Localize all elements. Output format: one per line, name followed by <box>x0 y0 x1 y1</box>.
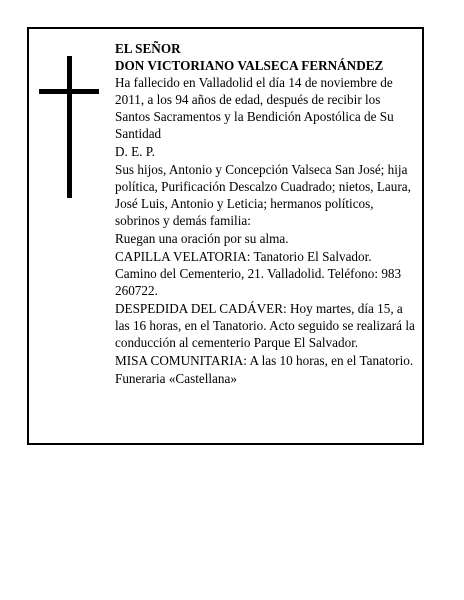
chapel-info: CAPILLA VELATORIA: Tanatorio El Salvador. Camino del Cementerio, 21. Valladolid. Teléfono: 983 260722. <box>115 249 402 298</box>
cross-horizontal-bar <box>39 89 99 94</box>
obituary-notice <box>27 27 424 445</box>
prayer-request: Ruegan una oración por su alma. <box>115 231 289 246</box>
header-title: EL SEÑOR <box>115 41 181 56</box>
rip-line: D. E. P. <box>115 144 155 159</box>
death-announcement: Ha fallecido en Valladolid el día 14 de noviembre de 2011, a los 94 años de edad, después de recibir los Santos Sacramentos y la Bendición Apostólica de Su Santidad <box>115 75 394 141</box>
latin-cross-icon <box>39 56 99 198</box>
funeral-home: Funeraria «Castellana» <box>115 371 237 386</box>
obituary-text <box>115 40 415 388</box>
deceased-name: DON VICTORIANO VALSECA FERNÁNDEZ <box>115 58 384 73</box>
cross-vertical-bar <box>67 56 72 198</box>
family-list: Sus hijos, Antonio y Concepción Valseca San José; hija política, Purificación Descalzo Cuadrado; nietos, Laura, José Luis, Antonio y Leticia; hermanos políticos, sobrinos y demás familia: <box>115 162 411 228</box>
mass-info: MISA COMUNITARIA: A las 10 horas, en el Tanatorio. <box>115 353 414 368</box>
farewell-info: DESPEDIDA DEL CADÁVER: Hoy martes, día 15, a las 16 horas, en el Tanatorio. Acto seguido se realizará la conducción al cementerio Parque El Salvador. <box>115 301 415 350</box>
